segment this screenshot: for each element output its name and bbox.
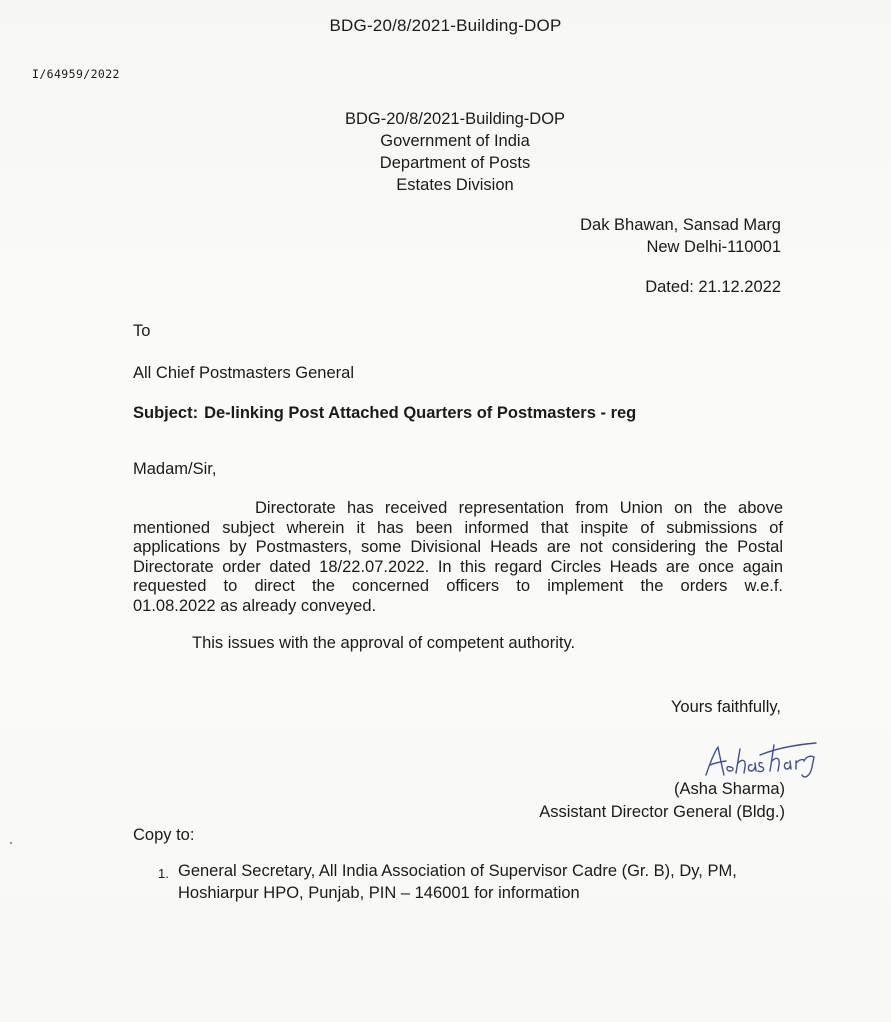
body-line-2: mentioned subject wherein it has been informed that inspite of submissions of xyxy=(133,518,783,537)
letterhead-department: Department of Posts xyxy=(379,154,531,172)
signer-designation: Assistant Director General (Bldg.) xyxy=(539,803,785,821)
closing-yours-faithfully: Yours faithfully, xyxy=(670,698,781,716)
body-line-4: Directorate order dated 18/22.07.2022. In this regard Circles Heads are once again xyxy=(133,557,783,576)
file-number-top: BDG-20/8/2021-Building-DOP xyxy=(329,16,562,35)
list-item-number: 1. xyxy=(158,866,169,881)
subject-label: Subject: xyxy=(133,404,199,422)
salutation: Madam/Sir, xyxy=(133,460,217,478)
copy-item-line-2: Hoshiarpur HPO, Punjab, PIN – 146001 for information xyxy=(178,884,580,902)
to-label: To xyxy=(133,322,151,340)
list-item-text xyxy=(178,860,737,904)
registration-number: I/64959/2022 xyxy=(32,67,120,81)
subject-line xyxy=(133,404,636,423)
subject-text: De-linking Post Attached Quarters of Postmasters - reg xyxy=(204,404,637,422)
handwritten-signature xyxy=(700,727,820,783)
signer-name: (Asha Sharma) xyxy=(674,780,785,798)
body-line-5: requested to direct the concerned officers to implement the orders w.e.f. xyxy=(133,577,783,595)
copy-to-list xyxy=(158,860,737,904)
letterhead-file-number: BDG-20/8/2021-Building-DOP xyxy=(344,110,566,128)
letterhead-government: Government of India xyxy=(380,132,530,150)
recipient: All Chief Postmasters General xyxy=(133,364,355,382)
office-address xyxy=(580,214,781,258)
approval-statement: This issues with the approval of competent authority. xyxy=(192,634,576,652)
body-paragraph xyxy=(133,499,783,616)
address-line-1: Dak Bhawan, Sansad Marg xyxy=(580,216,781,234)
letter-date: Dated: 21.12.2022 xyxy=(645,278,781,296)
list-item xyxy=(158,860,737,904)
body-line-1: Directorate has received representation from Union on the above xyxy=(255,499,783,517)
letterhead-division: Estates Division xyxy=(396,176,514,194)
copy-item-line-1: General Secretary, All India Association of Supervisor Cadre (Gr. B), Dy, PM, xyxy=(178,862,737,880)
body-line-3: applications by Postmasters, some Divisional Heads are not considering the Postal xyxy=(133,538,783,556)
paper-speck xyxy=(10,842,12,844)
letterhead xyxy=(0,108,891,196)
copy-to-label: Copy to: xyxy=(133,826,195,844)
body-line-6: 01.08.2022 as already conveyed. xyxy=(133,596,377,615)
address-line-2: New Delhi-110001 xyxy=(646,238,781,256)
